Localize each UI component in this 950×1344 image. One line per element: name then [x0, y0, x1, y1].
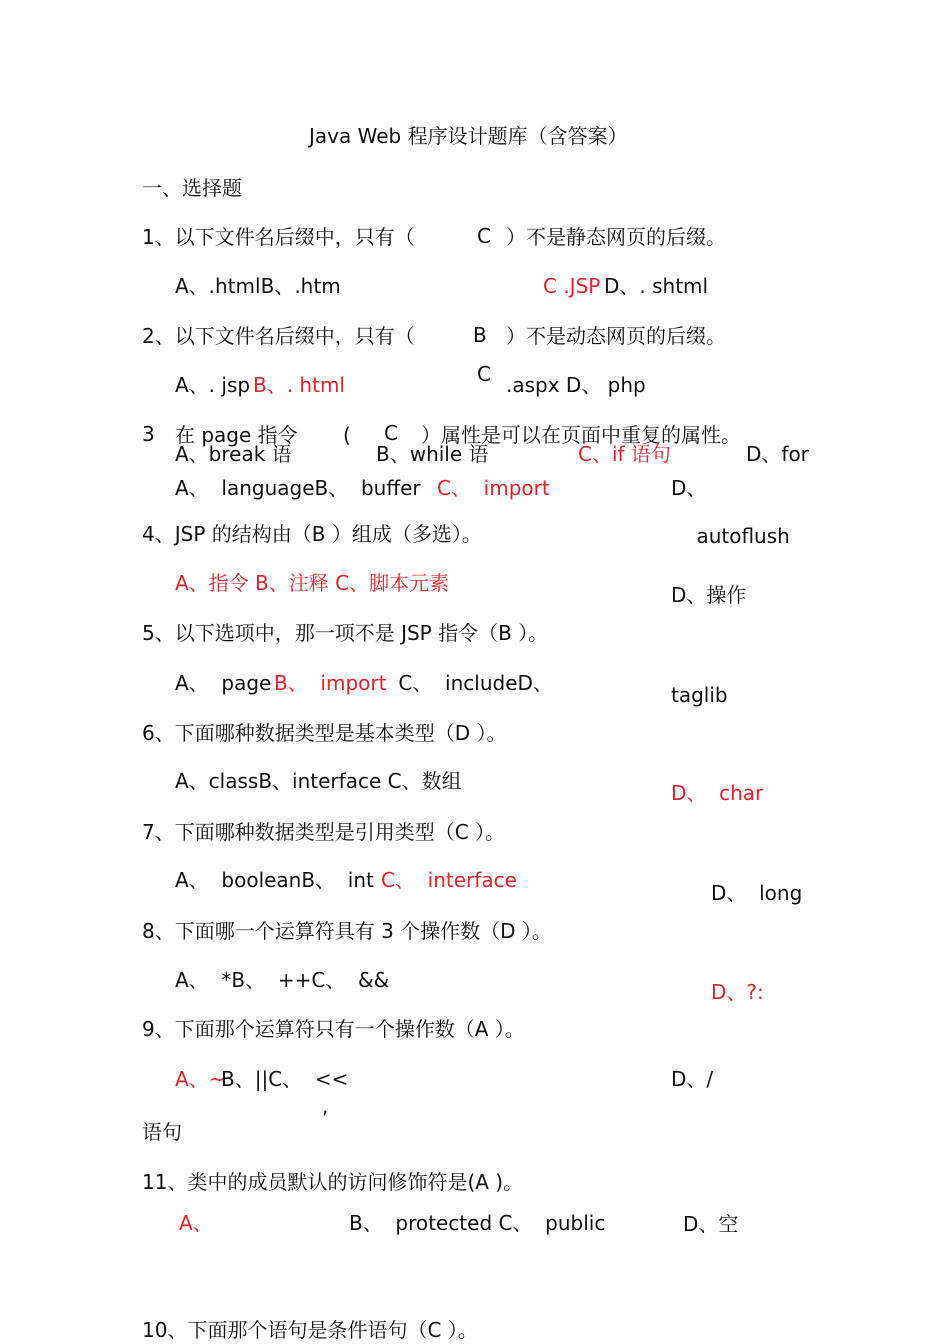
- question-8-text: 8、下面哪一个运算符具有 3 个操作数（D ）。: [142, 919, 552, 943]
- overlap-option-d: D、for: [746, 442, 809, 466]
- question-5-options-cd: C、 includeD、: [392, 671, 553, 695]
- question-2-options-cd: .aspx D、 php: [506, 373, 646, 397]
- question-2-text: 2、以下文件名后缀中，只有（: [142, 324, 415, 348]
- overlap-option-c: C、if 语句: [578, 442, 671, 466]
- question-3-paren: (: [343, 423, 351, 447]
- stray-text: 语句: [142, 1120, 182, 1144]
- question-11-option-d: D、空: [683, 1212, 739, 1236]
- question-3-number: 3: [142, 422, 155, 446]
- question-1-options-ab: A、.htmlB、.htm: [175, 274, 341, 298]
- question-2-tail: ）不是动态网页的后缀。: [506, 324, 726, 348]
- question-2-option-a: A、. jsp: [175, 373, 251, 397]
- question-9-comma: ,: [322, 1094, 329, 1118]
- document-title: Java Web 程序设计题库（含答案）: [309, 124, 628, 148]
- question-5-text: 5、以下选项中，那一项不是 JSP 指令（B ）。: [142, 621, 549, 645]
- question-3-options-ab: A、 languageB、 buffer: [175, 476, 421, 500]
- question-6-text: 6、下面哪种数据类型是基本类型（D ）。: [142, 721, 507, 745]
- question-9-text: 9、下面那个运算符只有一个操作数（A ）。: [142, 1017, 525, 1041]
- question-5-option-d: taglib: [671, 683, 728, 707]
- question-8-option-d: D、?:: [711, 980, 764, 1004]
- question-9-option-d: D、/: [671, 1067, 714, 1091]
- question-2-c-label: C: [477, 362, 491, 386]
- question-11-option-a: A、: [179, 1211, 213, 1235]
- question-3-option-c: C、 import: [437, 476, 550, 500]
- question-3-text: 在 page 指令: [175, 423, 298, 447]
- question-1-tail: ）不是静态网页的后缀。: [506, 225, 726, 249]
- question-2-option-b: B、. html: [253, 373, 345, 397]
- question-10-text: 10、下面那个语句是条件语句（C ）。: [142, 1318, 478, 1342]
- question-3-answer: C: [384, 421, 398, 445]
- question-3-option-d-cut: [671, 500, 790, 548]
- question-4-options-abc: A、指令 B、注释 C、脚本元素: [175, 571, 450, 595]
- overlap-option-a: A、break 语: [175, 442, 292, 466]
- question-4-option-d: D、操作: [671, 583, 747, 607]
- question-7-options-ab: A、 booleanB、 int: [175, 868, 374, 892]
- question-5-option-a: A、 page: [175, 671, 272, 695]
- question-6-options-abc: A、classB、interface C、数组: [175, 769, 462, 793]
- question-5-option-b: B、 import: [274, 671, 387, 695]
- question-9-options-bc: B、||C、 <<: [221, 1067, 349, 1091]
- question-7-text: 7、下面哪种数据类型是引用类型（C ）。: [142, 820, 506, 844]
- question-11-text: 11、类中的成员默认的访问修饰符是(A )。: [142, 1170, 524, 1194]
- question-11-options-bc: B、 protected C、 public: [349, 1211, 606, 1235]
- question-3-option-d-cut-text: autoflush: [696, 524, 790, 548]
- question-7-option-d: D、 long: [711, 881, 803, 905]
- question-1-answer: C: [477, 224, 491, 248]
- question-3-tail: ）属性是可以在页面中重复的属性。: [421, 423, 741, 447]
- question-1-option-d: D、. shtml: [604, 274, 709, 298]
- question-2-answer: B: [473, 323, 487, 347]
- question-6-option-d: D、 char: [671, 781, 764, 805]
- question-3-option-d: D、: [671, 476, 707, 500]
- question-9-option-a: A、~: [175, 1067, 226, 1091]
- question-8-options-abc: A、 *B、 ++C、 &&: [175, 968, 390, 992]
- question-1-option-c: C .JSP: [543, 274, 601, 298]
- question-7-option-c: C、 interface: [381, 868, 517, 892]
- overlap-option-b: B、while 语: [376, 442, 489, 466]
- section-heading: 一、选择题: [142, 176, 242, 200]
- question-4-text: 4、JSP 的结构由（B ）组成（多选）。: [142, 522, 482, 546]
- question-1-text: 1、以下文件名后缀中，只有（: [142, 225, 415, 249]
